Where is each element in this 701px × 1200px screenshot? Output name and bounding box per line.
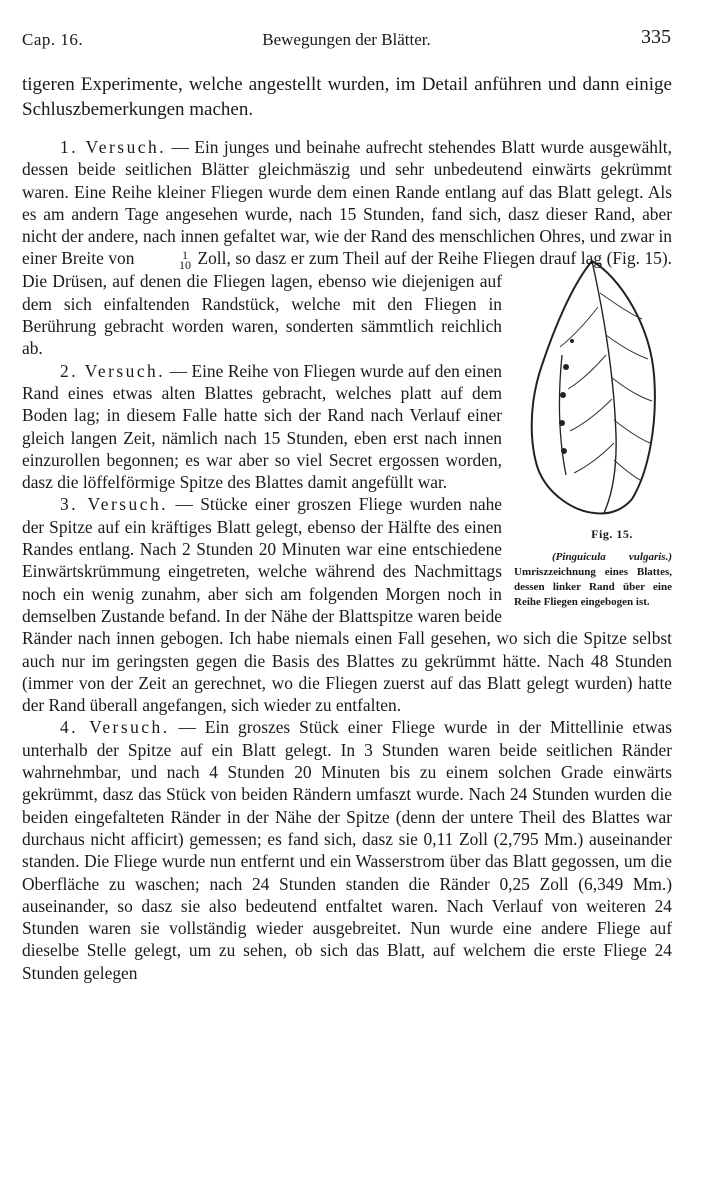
running-title: Bewegungen der Blätter. bbox=[262, 30, 431, 49]
page-number: 335 bbox=[641, 26, 671, 48]
figure-caption bbox=[514, 550, 672, 610]
paragraph-continuation: tigeren Experimente, welche angestellt wurden, im Detail anführen und dann einige Schluszbemerkungen machen. bbox=[22, 74, 672, 120]
versuch-2-text: — Eine Reihe von Fliegen wurde auf den einen Rand eines etwas alten Blattes gebracht, welches platt auf dem Boden lag; in diesem Falle hatte sich der Rand nach Verlauf einer gleich langen Zeit, nämlich nach 15 Stunden, eben erst nach innen einzurollen begonnen; es war aber so viel Secret ergossen worden, dasz die löffelförmige Spitze des Blattes damit angefüllt war. bbox=[22, 360, 502, 493]
versuch-2-label: 2. Versuch. bbox=[60, 360, 166, 381]
versuch-4-label: 4. Versuch. bbox=[60, 717, 170, 738]
figure-caption-species: (Pinguicula vulgaris.) bbox=[552, 550, 672, 563]
paragraph-versuch-4 bbox=[22, 716, 672, 984]
fraction-denominator: 10 bbox=[178, 258, 191, 273]
versuch-1-text-b: Zoll, so dasz er zum Theil auf der Reihe Fliegen drauf lag (Fig. 15). Die Drüsen, auf denen die Fliegen lagen, ebenso wie diejenigen auf dem sich einfaltenden Randstück, welche mit den Fliegen in Berührung gebracht worden waren, sonderten sämmtlich reichlich ab. bbox=[22, 248, 672, 359]
body-text bbox=[22, 72, 672, 984]
versuch-1-text-a: — Ein junges und beinahe aufrecht stehendes Blatt wurde ausgewählt, dessen beide seitlichen Blätter gleichmäszig und sehr unbedeutend einwärts gekrümmt waren. Eine Reihe kleiner Fliegen wurde dem einen Rande entlang auf das Blatt gelegt. Als es am andern Tage angesehen wurde, nach 15 Stunden, fand sich, dasz dieser Rand, aber nicht der andere, nach innen gefaltet war, wie der Rand des menschlichen Ohres, und zwar in einer Breite von bbox=[22, 137, 672, 269]
chapter-label: Cap. 16. bbox=[22, 30, 84, 49]
leaf-illustration bbox=[522, 255, 662, 517]
figure-15 bbox=[514, 255, 672, 609]
versuch-3-text: — Stücke einer groszen Fliege wurden nahe der Spitze auf ein kräftiges Blatt gelegt, ebenso der Hälfte des einen Randes entlang. Nach 2 Stunden 20 Minuten war eine entschiedene Einwärtskrümmung eingetreten, welche während des Nachmittags noch ein wenig zunahm, aber sich am folgenden Morgen noch in demselben Zustande befand. In der Nähe der Blattspitze waren beide Ränder nach innen gebogen. Ich habe niemals einen Fall gesehen, wo sich die Spitze selbst auch nur im geringsten gegen die Basis des Blattes zu gekrümmt hätte. Nach 48 Stunden (immer von der Zeit an gerechnet, wo die Fliegen zuerst auf das Blatt gelegt wurden) hatte der Rand überall angefangen, sich wieder zu entfalten. bbox=[22, 494, 672, 716]
running-header bbox=[22, 26, 671, 54]
versuch-3-label: 3. Versuch. bbox=[60, 494, 169, 515]
figure-number: Fig. 15. bbox=[591, 527, 633, 542]
fraction bbox=[141, 248, 191, 273]
versuch-1-label: 1. Versuch. bbox=[60, 137, 167, 157]
figure-caption-text: Umriszzeichnung eines Blattes, dessen linker Rand über eine Reihe Fliegen eingebogen ist. bbox=[514, 565, 672, 608]
fraction-numerator: 1 bbox=[181, 248, 188, 263]
versuch-4-text: — Ein groszes Stück einer Fliege wurde in der Mittellinie etwas unterhalb der Spitze auf ein Blatt gelegt. In 3 Stunden waren beide seitlichen Ränder wahrnehmbar, und nach 4 Stunden 20 Minuten bis zu einem solchen Grade einwärts gekrümmt, dasz das Stück von beiden Rändern umfaszt wurde. Nach 24 Stunden wurden die beiden eingefalteten Ränder in der Nähe der Spitze (denn der untere Theil des Blattes war durchaus nicht afficirt) gemessen; es fand sich, dasz sie 0,11 Zoll (2,795 Mm.) auseinander standen. Die Fliege wurde nun entfernt und ein Wasserstrom über das Blatt gegossen, um die Oberfläche zu waschen; nach 24 Stunden standen die Ränder 0,25 Zoll (6,349 Mm.) auseinander, so dasz sie also bedeutend entfaltet waren. Nach Verlauf von weiteren 24 Stunden waren sie vollständig wieder ausgebreitet. Nun wurde eine andere Fliege auf dieselbe Stelle gelegt, um zu sehen, ob sich das Blatt, auf welchem die erste Fliege 24 Stunden gelegen bbox=[22, 717, 673, 983]
